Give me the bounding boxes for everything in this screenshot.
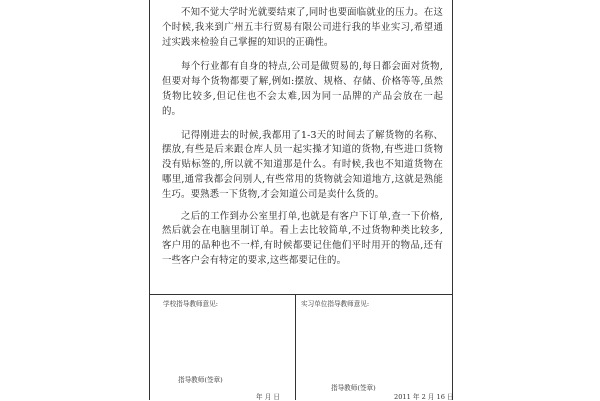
paragraph-2: 每个行业都有自身的特点,公司是做贸易的,每日都会面对货物,但要对每个货物都要了解,例如:摆放、规格、存储、价格等等,虽然货物比较多,但记住也不会太难,因为同一品牌的产品会放在一起的。 bbox=[162, 61, 443, 117]
unit-advisor-opinion-label: 实习单位指导教师意见: bbox=[301, 300, 370, 308]
paragraph-3: 记得刚进去的时候,我都用了1-3天的时间去了解货物的名称、摆放,有些是后来跟仓库人员一起实操才知道的货物,有些进口货物没有贴标签的,所以就不知道那是什么。有时候,我也不知道货物在哪里,通常我都会问别人,有些常用的货物就会知道地方,这就是熟能生巧。要熟悉一下货物,才会知道公司是卖什么货的。 bbox=[162, 129, 443, 200]
school-advisor-opinion-label: 学校指导教师意见: bbox=[163, 300, 218, 308]
section-divider bbox=[149, 294, 453, 295]
school-advisor-date: 年 月 日 bbox=[256, 393, 280, 401]
form-right-border bbox=[452, 0, 453, 400]
paragraph-4: 之后的工作到办公室里打单,也就是有客户下订单,查一下价格,然后就会在电脑里制订单。看上去比较简单,不过货物种类比较多,客户用的品种也不一样,有时候都要记住他们平时用开的物品,还有一些客户会有特定的要求,这些都要记住的。 bbox=[162, 210, 443, 266]
signature-column-divider bbox=[295, 294, 296, 400]
practice-report-form bbox=[149, 0, 452, 400]
report-body bbox=[162, 6, 443, 275]
school-advisor-signature-label: 指导教师(签章) bbox=[178, 376, 223, 384]
paragraph-1: 不知不觉大学时光就要结束了,同时也要面临就业的压力。在这个时候,我来到广州五丰行贸易有限公司进行我的毕业实习,希望通过实践来检验自己掌握的知识的正确性。 bbox=[162, 7, 443, 48]
form-left-border bbox=[149, 0, 150, 400]
unit-advisor-date: 2011 年 2 月 16 日 bbox=[394, 393, 454, 401]
unit-advisor-signature-label: 指导教师(签章) bbox=[331, 384, 376, 392]
